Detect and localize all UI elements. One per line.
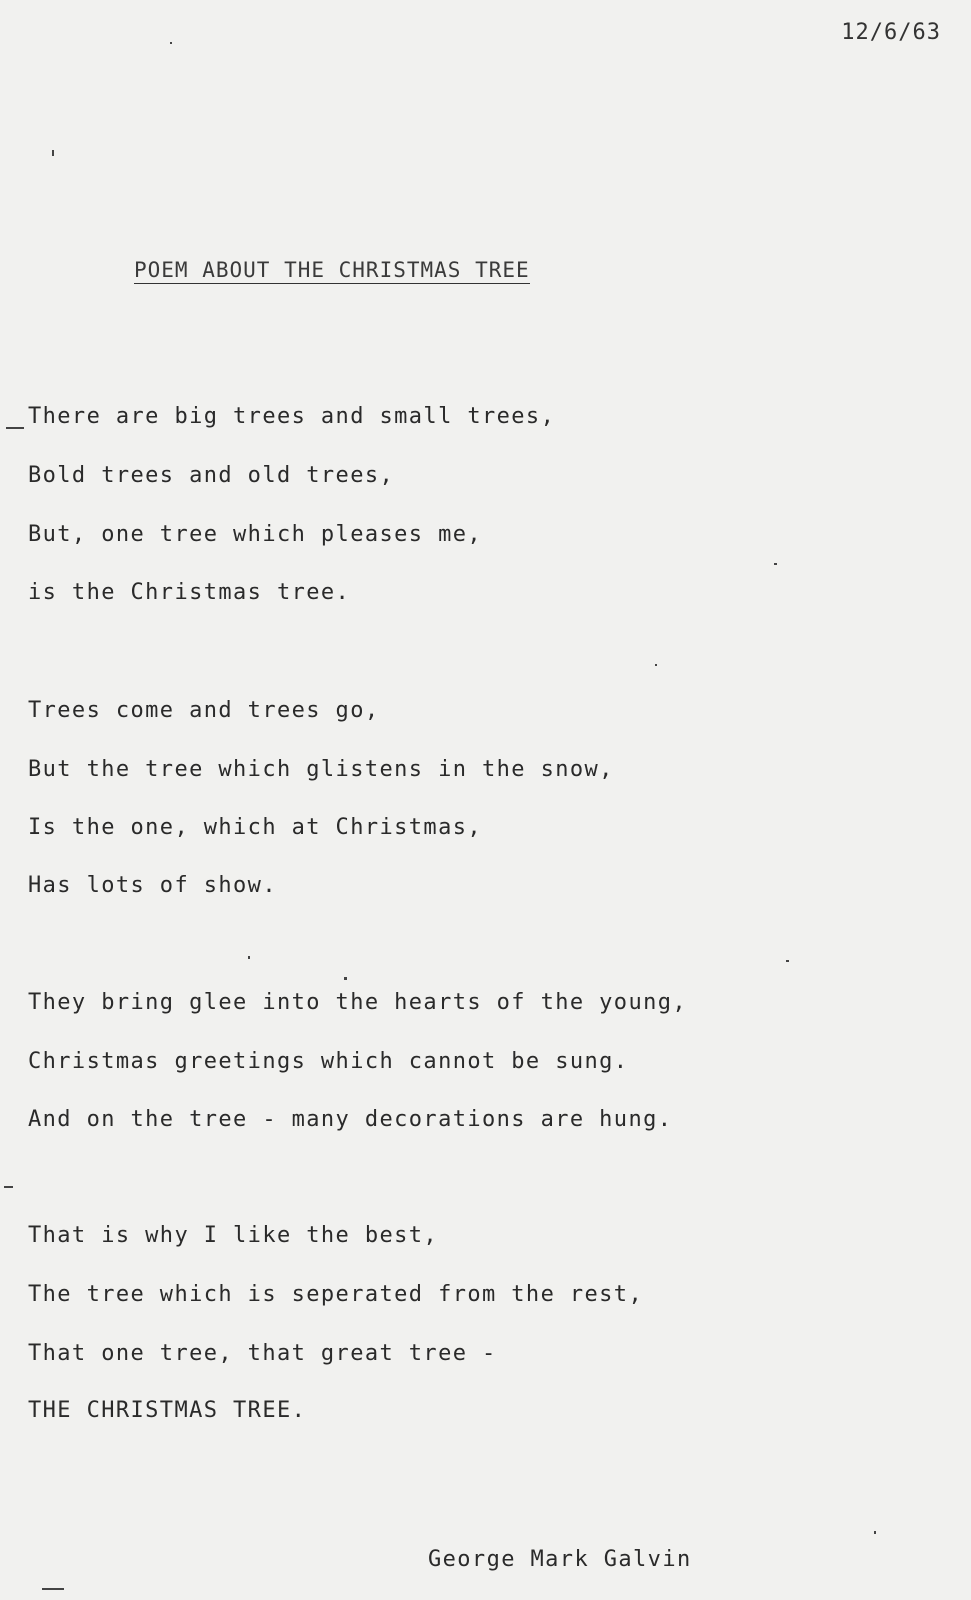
poem-line: is the Christmas tree. [28, 580, 351, 605]
scan-mark [344, 977, 347, 980]
poem-line: They bring glee into the hearts of the young, [28, 990, 688, 1015]
poem-line: There are big trees and small trees, [28, 404, 556, 429]
poem-line: Is the one, which at Christmas, [28, 815, 482, 840]
poem-line: The tree which is seperated from the rest, [28, 1282, 644, 1307]
poem-line: THE CHRISTMAS TREE. [28, 1398, 307, 1423]
poem-line: But, one tree which pleases me, [28, 522, 482, 547]
author-signature: George Mark Galvin [428, 1547, 692, 1572]
poem-line: Christmas greetings which cannot be sung. [28, 1049, 629, 1074]
scan-mark [248, 956, 250, 959]
scan-mark [874, 1531, 876, 1534]
date-stamp: 12/6/63 [841, 20, 941, 45]
poem-title: POEM ABOUT THE CHRISTMAS TREE [134, 258, 530, 282]
scan-mark [6, 427, 24, 429]
poem-line: Has lots of show. [28, 873, 277, 898]
scan-mark [52, 150, 54, 156]
scan-mark [655, 664, 657, 666]
scan-mark [42, 1588, 64, 1590]
scan-mark [4, 1186, 13, 1188]
poem-line: That is why I like the best, [28, 1223, 439, 1248]
poem-line: But the tree which glistens in the snow, [28, 757, 614, 782]
scan-mark [774, 563, 777, 565]
poem-line: That one tree, that great tree - [28, 1341, 497, 1366]
poem-line: And on the tree - many decorations are hung. [28, 1107, 673, 1132]
scan-mark [786, 960, 789, 962]
scan-mark [170, 42, 172, 44]
poem-line: Bold trees and old trees, [28, 463, 395, 488]
poem-line: Trees come and trees go, [28, 698, 380, 723]
